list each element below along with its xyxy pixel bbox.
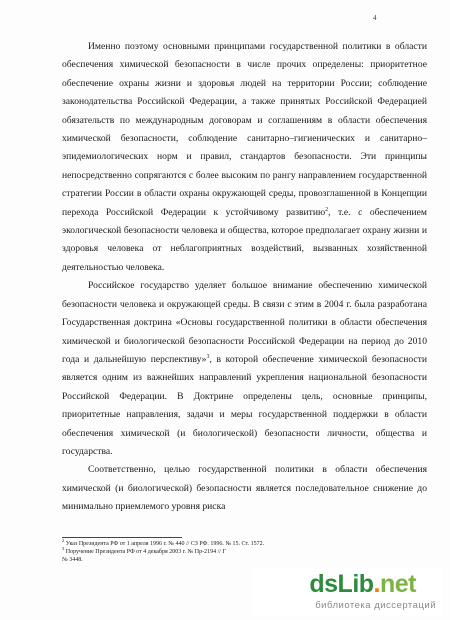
footnote-text: № 3448. xyxy=(62,557,83,563)
footnotes xyxy=(62,540,382,564)
body-text xyxy=(62,38,427,517)
paragraph-text: Именно поэтому основными принципами государственной политики в области обеспечения химической безопасности в числе прочих определены: приоритетное обеспечение охраны жизни и здоровья людей на территории России; соблюдение законодательства Российской Федерации, а также принятых Российской Федерацией обязательств по международным договорам и соглашениям в области обеспечения химической безопасности, соблюдение санитарно–гигиенических и санитарно–эпидемиологических норм и правил, стандартов безопасности. Эти принципы непосредственно сопрягаются с более высоким по рангу направлением государственной стратегии России в области охраны окружающей среды, провозглашенной в Концепции перехода Российской Федерации к устойчивому развитию xyxy=(62,41,427,218)
logo-ds-text: ds xyxy=(309,570,338,598)
paragraph-text: , в которой обеспечение химической безопасности является одним из важнейших направлений укрепления национальной безопасности Российской Федерации. В Доктрине определены цель, основные принципы, приоритетные направления, задачи и меры государственной поддержки в области обеспечения химической (и биологической) безопасности личности, общества и государства. xyxy=(62,353,427,457)
dslib-logo xyxy=(309,570,416,599)
footnote-number: 2 xyxy=(62,538,65,543)
footnote-item xyxy=(62,548,382,556)
logo-lib-text: Lib xyxy=(337,570,374,598)
paragraph-2 xyxy=(62,277,427,461)
dslib-watermark[interactable] xyxy=(252,568,442,616)
paragraph-text: , т.е. с обеспечением экологической безопасности человека и общества, которое предполагает охрану жизни и здоровья человека от неблагоприятных воздействий, вызванных хозяйственной деятельностью человека. xyxy=(62,206,427,273)
footnote-separator xyxy=(62,537,182,538)
dslib-subtitle: библиотека диссертаций xyxy=(315,600,436,611)
paragraph-text: Соответственно, целью государственной политики в области обеспечения химической (и биологической) безопасности является последовательное снижение до минимально приемлемого уровня риска xyxy=(62,464,427,513)
paragraph-1 xyxy=(62,38,427,277)
footnote-text: Указ Президента РФ от 1 апреля 1996 г. № 440 // СЗ РФ. 1996. № 15. Ст. 1572. xyxy=(64,541,265,547)
footnote-item xyxy=(62,540,382,548)
logo-tld-text: net xyxy=(380,570,416,598)
footnote-number: 3 xyxy=(62,546,65,551)
footnote-ref[interactable]: 3 xyxy=(206,353,210,360)
logo-dot: . xyxy=(373,570,380,598)
footnote-ref[interactable]: 2 xyxy=(325,206,329,213)
footnote-item xyxy=(62,556,382,564)
page-number: 4 xyxy=(373,14,377,22)
paragraph-text: Российское государство уделяет большое внимание обеспечению химической безопасности человека и окружающей среды. В связи с этим в 2004 г. была разработана Государственная доктрина «Основы государственной политики в области обеспечения химической и биологической безопасности Российской Федерации на период до 2010 года и дальнейшую перспективу» xyxy=(62,280,427,365)
footnote-text: Поручение Президента РФ от 4 декабря 2003 г. № Пр-2194 // Г xyxy=(64,549,226,555)
paragraph-3 xyxy=(62,461,427,516)
